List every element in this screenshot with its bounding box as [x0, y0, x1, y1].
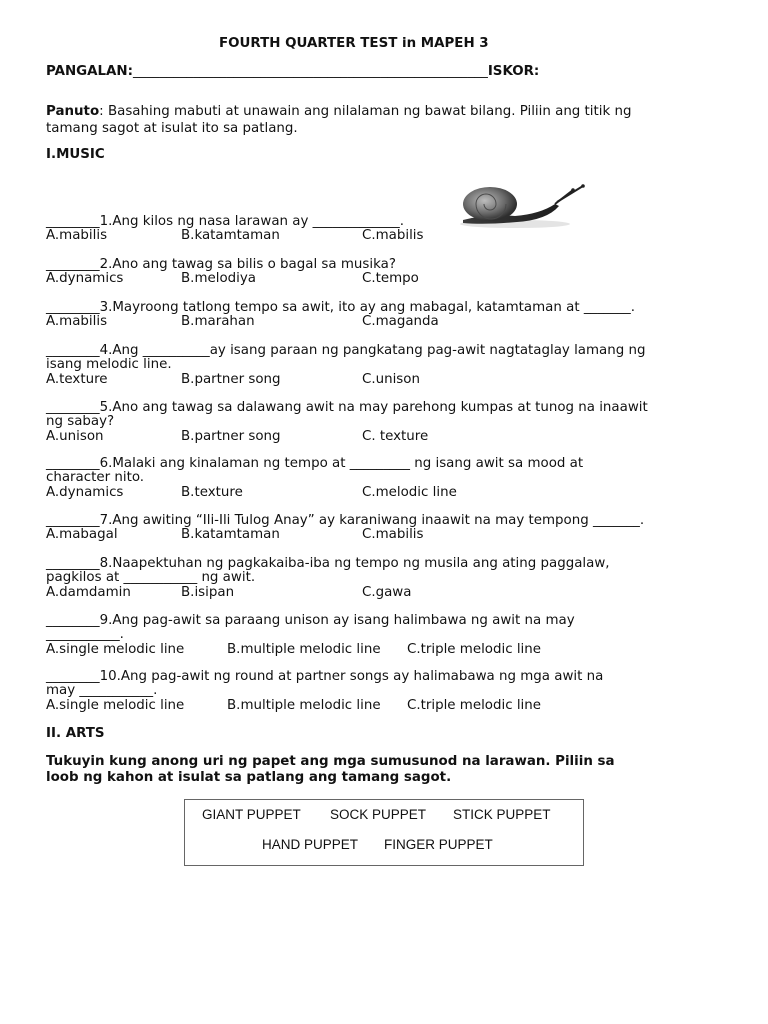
choice-c: C.maganda: [362, 314, 439, 330]
choice-c: C.unison: [362, 371, 420, 387]
choice-row: [46, 430, 736, 445]
music-question-1: ________1.Ang kilos ng nasa larawan ay _____________. A.mabilis B.katamtaman C.mabilis: [46, 215, 736, 244]
choice-row: [46, 315, 736, 330]
music-heading: I.MUSIC: [46, 147, 105, 162]
choice-a: A.single melodic line: [46, 641, 185, 657]
puppet-choices-box: [184, 799, 584, 866]
choice-row: [46, 229, 736, 244]
music-question-5: ________5.Ano ang tawag sa dalawang awit na may parehong kumpas at tunog na inaawit ng sabay? A.unison B.partner song C. texture: [46, 401, 736, 445]
music-question-4: ________4.Ang __________ay isang paraan ng pangkatang pag-awit nagtataglay lamang ng isang melodic line. A.texture B.partner song C.unison: [46, 344, 736, 388]
choice-b: B.isipan: [181, 584, 235, 600]
choice-c: C.triple melodic line: [407, 697, 541, 713]
music-question-10: ________10.Ang pag-awit ng round at partner songs ay halimabawa ng mga awit na may ___________. A.single melodic line B.multiple melodic line C.triple melodic line: [46, 670, 736, 714]
score-label: ISKOR:: [487, 64, 540, 79]
choice-b: B.texture: [181, 484, 243, 500]
choice-c: C.mabilis: [362, 228, 424, 244]
music-question-7: ________7.Ang awiting “Ili-Ili Tulog Anay” ay karaniwang inaawit na may tempong _______. A.mabagal B.katamtaman C.mabilis: [46, 514, 736, 543]
choice-a: A.mabilis: [46, 228, 108, 244]
choice-a: A.dynamics: [46, 271, 124, 287]
choice-row: [46, 586, 736, 601]
choice-c: C.tempo: [362, 271, 419, 287]
choice-row: [46, 528, 736, 543]
music-question-6: ________6.Malaki ang kinalaman ng tempo at _________ ng isang awit sa mood at character nito. A.dynamics B.texture C.melodic line: [46, 457, 736, 501]
arts-instruction-line-1: Tukuyin kung anong uri ng papet ang mga sumusunod na larawan. Piliin sa: [46, 754, 615, 769]
name-blank: _____________________________________________________: [132, 64, 488, 79]
instructions-line-1: Panuto: Basahing mabuti at unawain ang nilalaman ng bawat bilang. Piliin ang titik ng: [46, 104, 632, 119]
puppet-option: FINGER PUPPET: [384, 837, 493, 852]
puppet-option: SOCK PUPPET: [330, 807, 427, 822]
choice-b: B.multiple melodic line: [227, 641, 381, 657]
choice-row: [46, 699, 736, 714]
music-question-2: ________2.Ano ang tawag sa bilis o bagal sa musika? A.dynamics B.melodiya C.tempo: [46, 258, 736, 287]
choice-a: A.texture: [46, 371, 108, 387]
music-question-9: ________9.Ang pag-awit sa paraang unison ay isang halimbawa ng awit na may ___________. A.single melodic line B.multiple melodic line C.triple melodic line: [46, 614, 736, 658]
choice-row: [46, 486, 736, 501]
puppet-option: STICK PUPPET: [453, 807, 551, 822]
arts-instruction-line-2: loob ng kahon at isulat sa patlang ang tamang sagot.: [46, 770, 452, 785]
choice-a: A.unison: [46, 428, 104, 444]
arts-heading: II. ARTS: [46, 726, 105, 741]
instructions-line-2: tamang sagot at isulat ito sa patlang.: [46, 121, 298, 136]
choice-a: A.mabagal: [46, 527, 118, 543]
music-question-3: ________3.Mayroong tatlong tempo sa awit, ito ay ang mabagal, katamtaman at _______. A.mabilis B.marahan C.maganda: [46, 301, 736, 330]
choice-c: C.gawa: [362, 584, 412, 600]
choice-row: [46, 643, 736, 658]
choice-b: B.melodiya: [181, 271, 256, 287]
choice-a: A.dynamics: [46, 484, 124, 500]
choice-b: B.partner song: [181, 371, 281, 387]
name-label: PANGALAN:: [46, 64, 133, 79]
name-score-line: [46, 64, 539, 79]
puppet-option: GIANT PUPPET: [202, 807, 301, 822]
choice-c: C.melodic line: [362, 484, 457, 500]
choice-b: B.multiple melodic line: [227, 697, 381, 713]
choice-row: [46, 373, 736, 388]
page-title: FOURTH QUARTER TEST in MAPEH 3: [219, 36, 489, 51]
puppet-option: HAND PUPPET: [262, 837, 359, 852]
choice-b: B.partner song: [181, 428, 281, 444]
choice-b: B.katamtaman: [181, 527, 280, 543]
instructions-label: Panuto: [46, 104, 100, 119]
music-question-8: ________8.Naapektuhan ng pagkakaiba-iba ng tempo ng musila ang ating paggalaw, pagkilos at ___________ ng awit. A.damdamin B.isipan C.gawa: [46, 557, 736, 601]
choice-c: C.triple melodic line: [407, 641, 541, 657]
choice-a: A.mabilis: [46, 314, 108, 330]
choice-a: A.single melodic line: [46, 697, 185, 713]
choice-b: B.katamtaman: [181, 228, 280, 244]
choice-a: A.damdamin: [46, 584, 131, 600]
choice-c: C. texture: [362, 428, 429, 444]
choice-b: B.marahan: [181, 314, 255, 330]
choice-c: C.mabilis: [362, 527, 424, 543]
choice-row: [46, 272, 736, 287]
